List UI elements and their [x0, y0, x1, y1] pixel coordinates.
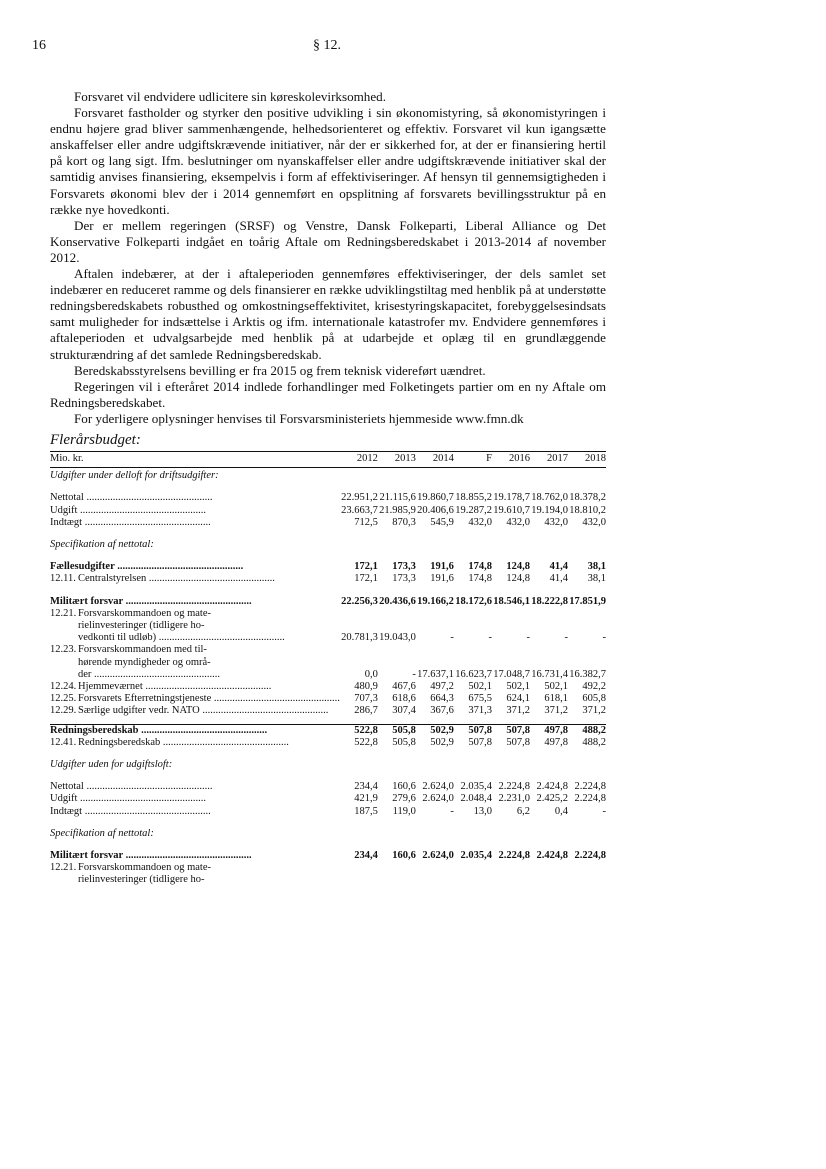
value-cell: 18.762,0	[531, 492, 568, 504]
paragraph: Der er mellem regeringen (SRSF) og Venstre, Dansk Folkeparti, Liberal Alliance og Det Konservative Folkeparti indgået en toårig Aftale om Redningsberedskabet i 2013-2014 af november 2012.	[50, 217, 606, 265]
value-cell: 22.951,2	[341, 492, 378, 504]
value-cell: 18.378,2	[569, 492, 606, 504]
value-cell: -	[602, 632, 606, 644]
value-cell: -	[450, 632, 454, 644]
paragraph: Aftalen indebærer, at der i aftaleperioden gennemføres effektiviseringer, der dels samlet set indebærer en reduceret ramme og dels finansierer en række udviklingstiltag med henblik på at understøtte redningsberedskabets robusthed og omkostningseffektivitet, krisestyringskapacitet, forebyggelsesindsats samt muligheder for indsættelse i Arktis og ifm. internationale katastrofer mv. Endvidere gennemføres i aftaleperioden et udvalgsarbejde med henblik på at udarbejde et oplæg til en grundlæggende strukturændring af det samlede Redningsberedskab.	[50, 266, 606, 362]
value-cell: 307,4	[392, 705, 416, 717]
spec-heading: Specifikation af nettotal:	[50, 827, 154, 839]
value-cell: 545,9	[430, 516, 454, 528]
row-label-cell	[50, 492, 340, 504]
row-label: Centralstyrelsen .....	[78, 573, 275, 584]
value-cell: 23.663,7	[341, 504, 378, 516]
value-cell: 2.424,8	[536, 850, 568, 862]
value-cell: 234,4	[354, 850, 378, 862]
group-label-cell	[50, 561, 340, 573]
value-cell: 522,8	[354, 736, 378, 748]
unit-label: Mio. kr.	[50, 453, 84, 464]
value-cell: 38,1	[587, 561, 606, 573]
value-cell: 173,3	[392, 561, 416, 573]
row-label-cell	[50, 681, 340, 693]
value-cell: 119,0	[392, 805, 416, 817]
value-cell: 19.194,0	[531, 504, 568, 516]
row-label: der .....	[78, 669, 220, 680]
value-cell: 664,3	[430, 693, 454, 705]
account-code: 12.21.	[50, 862, 77, 874]
table-row	[50, 793, 606, 805]
table-row	[50, 505, 606, 517]
value-cell: 522,8	[340, 724, 378, 737]
value-cell: 507,8	[492, 724, 530, 737]
section-heading: Udgifter uden for udgiftsloft:	[50, 759, 173, 771]
table-row	[50, 632, 606, 644]
value-cell: 191,6	[430, 573, 454, 585]
row-label-cell	[50, 705, 340, 717]
row-label-cell	[50, 657, 606, 669]
value-cell: 502,9	[416, 724, 454, 737]
account-code: 12.24.	[50, 681, 77, 693]
table-row	[50, 806, 606, 818]
account-code: 12.29.	[50, 705, 77, 717]
table-row	[50, 492, 606, 504]
row-label: Militært forsvar .....	[50, 596, 252, 607]
value-cell: 124,8	[506, 561, 530, 573]
section-heading-row	[50, 468, 606, 483]
value-cell: 20.436,6	[379, 595, 416, 607]
value-cell: 18.222,8	[531, 595, 568, 607]
row-label-cell	[50, 608, 606, 620]
value-cell: 21.115,6	[379, 492, 416, 504]
spec-heading: Specifikation af nettotal:	[50, 539, 154, 551]
year-header: F	[486, 453, 492, 464]
row-label: vedkonti til udløb) .....	[78, 632, 285, 643]
value-cell: 41,4	[549, 573, 568, 585]
value-cell: 367,6	[430, 705, 454, 717]
value-cell: 19.860,7	[417, 492, 454, 504]
value-cell: 2.224,8	[574, 781, 606, 793]
value-cell: 19.178,7	[493, 492, 530, 504]
value-cell: 2.425,2	[536, 793, 568, 805]
value-cell: -	[488, 632, 492, 644]
row-label-cell	[50, 669, 340, 681]
value-cell: 488,2	[568, 724, 606, 737]
row-label: Nettotal .....	[50, 492, 212, 503]
value-cell: 507,8	[454, 724, 492, 737]
row-label-cell	[50, 693, 340, 705]
table-row	[50, 862, 606, 874]
table-row	[50, 573, 606, 585]
value-cell: 2.224,8	[574, 793, 606, 805]
paragraph: For yderligere oplysninger henvises til Forsvarsministeriets hjemmeside www.fmn.dk	[74, 410, 524, 426]
row-label: rielinvesteringer (tidligere ho-	[78, 874, 205, 886]
value-cell: 38,1	[587, 573, 606, 585]
value-cell: 234,4	[354, 781, 378, 793]
row-label-cell	[50, 505, 340, 517]
table-row	[50, 608, 606, 620]
value-cell: 371,2	[544, 705, 568, 717]
value-cell: 172,1	[354, 573, 378, 585]
value-cell: 286,7	[354, 705, 378, 717]
value-cell: 22.256,3	[341, 595, 378, 607]
table-row	[50, 693, 606, 705]
value-cell: 160,6	[392, 781, 416, 793]
row-label: Forsvarets Efterretningstjeneste .....	[78, 693, 340, 704]
value-cell: 432,0	[582, 516, 606, 528]
row-label-cell	[50, 793, 340, 805]
table-row	[50, 669, 606, 681]
value-cell: 17.851,9	[569, 595, 606, 607]
value-cell: 624,1	[506, 693, 530, 705]
paragraph: Beredskabsstyrelsens bevilling er fra 2015 og frem teknisk videreført uændret.	[74, 362, 486, 378]
year-header: 2014	[432, 453, 454, 464]
value-cell: 618,1	[544, 693, 568, 705]
row-label-cell	[50, 517, 340, 529]
account-code: 12.21.	[50, 607, 77, 619]
value-cell: 173,3	[392, 573, 416, 585]
value-cell: 497,8	[530, 724, 568, 737]
value-cell: 18.810,2	[569, 504, 606, 516]
value-cell: 17.048,7	[493, 668, 530, 680]
row-label: Forsvarskommandoen med til-	[78, 644, 207, 656]
row-label-cell	[50, 632, 340, 644]
value-cell: 371,2	[582, 705, 606, 717]
group-label-cell	[50, 850, 340, 862]
paragraph: Regeringen vil i efteråret 2014 indlede forhandlinger med Folketingets partier om en ny Aftale om Redningsberedskabet.	[50, 378, 606, 410]
table-row	[50, 781, 606, 793]
value-cell: 6,2	[516, 805, 530, 817]
row-label: Fællesudgifter .....	[50, 561, 243, 572]
budget-table	[50, 452, 606, 887]
table-row	[50, 596, 606, 608]
row-label-cell	[50, 874, 606, 886]
section-heading: § 12.	[313, 38, 341, 53]
value-cell: 21.985,9	[379, 504, 416, 516]
group-label-cell	[50, 724, 340, 737]
year-header: 2012	[356, 453, 378, 464]
value-cell: 467,6	[392, 681, 416, 693]
value-cell: 2.624,0	[422, 781, 454, 793]
value-cell: 19.610,7	[493, 504, 530, 516]
table-row	[50, 657, 606, 669]
value-cell: 507,8	[468, 736, 492, 748]
row-label: Nettotal .....	[50, 781, 212, 792]
value-cell: -	[602, 805, 606, 817]
value-cell: 13,0	[473, 805, 492, 817]
row-label: Indtægt .....	[50, 806, 211, 817]
value-cell: 172,1	[354, 561, 378, 573]
value-cell: 19.043,0	[379, 632, 416, 644]
row-label: Redningsberedskab .....	[50, 725, 267, 736]
value-cell: 421,9	[354, 793, 378, 805]
table-row	[50, 561, 606, 573]
year-header: 2013	[394, 453, 416, 464]
value-cell: 675,5	[468, 693, 492, 705]
row-label: Indtægt .....	[50, 517, 211, 528]
table-row	[50, 724, 606, 737]
row-label-cell	[50, 644, 606, 656]
value-cell: 707,3	[354, 693, 378, 705]
value-cell: 497,8	[544, 736, 568, 748]
row-label: rielinvesteringer (tidligere ho-	[78, 620, 205, 632]
value-cell: 124,8	[506, 573, 530, 585]
value-cell: 19.287,2	[455, 504, 492, 516]
account-code: 12.11.	[50, 573, 76, 585]
row-label: Særlige udgifter vedr. NATO .....	[78, 705, 328, 716]
row-label: Forsvarskommandoen og mate-	[78, 607, 211, 619]
section-heading-row	[50, 759, 606, 771]
row-label: Udgift .....	[50, 793, 206, 804]
table-row	[50, 644, 606, 656]
value-cell: 2.224,8	[498, 781, 530, 793]
value-cell: 2.224,8	[498, 850, 530, 862]
value-cell: 492,2	[582, 681, 606, 693]
row-label-cell	[50, 573, 340, 585]
spec-heading-row	[50, 828, 606, 840]
value-cell: 16.731,4	[531, 668, 568, 680]
group-label-cell	[50, 596, 340, 608]
value-cell: 2.048,4	[460, 793, 492, 805]
value-cell: 2.624,0	[422, 850, 454, 862]
value-cell: -	[564, 632, 568, 644]
value-cell: 20.781,3	[341, 632, 378, 644]
paragraph: Forsvaret vil endvidere udlicitere sin køreskolevirksomhed.	[74, 89, 386, 104]
value-cell: 191,6	[430, 561, 454, 573]
table-row	[50, 850, 606, 862]
table-row	[50, 737, 606, 749]
value-cell: -	[526, 632, 530, 644]
row-label-cell	[50, 620, 606, 632]
table-row	[50, 705, 606, 717]
value-cell: 870,3	[392, 516, 416, 528]
row-label-cell	[50, 737, 340, 749]
table-header-row	[50, 452, 606, 468]
value-cell: 712,5	[354, 516, 378, 528]
value-cell: -	[450, 805, 454, 817]
value-cell: 18.172,6	[455, 595, 492, 607]
spec-heading-row	[50, 539, 606, 551]
year-header: 2017	[546, 453, 568, 464]
body-text	[50, 89, 606, 427]
value-cell: 0,4	[554, 805, 568, 817]
value-cell: 502,1	[544, 681, 568, 693]
value-cell: 432,0	[544, 516, 568, 528]
page-number: 16	[32, 38, 46, 53]
value-cell: 18.546,1	[493, 595, 530, 607]
row-label-cell	[50, 806, 340, 818]
value-cell: 618,6	[392, 693, 416, 705]
value-cell: -	[412, 668, 416, 680]
value-cell: 497,2	[430, 681, 454, 693]
value-cell: 502,1	[468, 681, 492, 693]
row-label-cell	[50, 862, 606, 874]
value-cell: 502,1	[506, 681, 530, 693]
value-cell: 174,8	[468, 573, 492, 585]
value-cell: 371,2	[506, 705, 530, 717]
table-row	[50, 517, 606, 529]
value-cell: 480,9	[354, 681, 378, 693]
row-label: Redningsberedskab .....	[78, 737, 289, 748]
value-cell: 371,3	[468, 705, 492, 717]
row-label: Udgift .....	[50, 505, 206, 516]
value-cell: 187,5	[354, 805, 378, 817]
year-header: 2018	[585, 453, 606, 464]
value-cell: 505,8	[392, 736, 416, 748]
value-cell: 432,0	[506, 516, 530, 528]
row-label: Hjemmeværnet .....	[78, 681, 271, 692]
value-cell: 605,8	[582, 693, 606, 705]
table-row	[50, 620, 606, 632]
value-cell: 2.424,8	[536, 781, 568, 793]
value-cell: 505,8	[378, 724, 416, 737]
value-cell: 174,8	[468, 561, 492, 573]
value-cell: 488,2	[582, 736, 606, 748]
table-row	[50, 874, 606, 886]
year-header: 2016	[508, 453, 530, 464]
value-cell: 17.637,1	[417, 668, 454, 680]
value-cell: 2.224,8	[574, 850, 606, 862]
value-cell: 20.406,6	[417, 504, 454, 516]
value-cell: 2.231,0	[498, 793, 530, 805]
value-cell: 16.382,7	[569, 668, 606, 680]
paragraph: Forsvaret fastholder og styrker den positive udvikling i sin økonomistyring, så økonomistyringen i endnu højere grad bliver sammenhængende, helhedsorienteret og effektiv. Forsvaret vil kun igangsætte anskaffelser eller andre udgiftskrævende initiativer, når der er sikkerhed for, at der er finansiering hertil på kort og lang sigt. Ifm. beslutninger om nyanskaffelser eller andre udgiftskrævende initiativer skal der samtidig anvises finansiering, eksempelvis i form af effektiviseringer. Af hensyn til gennemsigtigheden i Forsvarets økonomi blev der i 2014 gennemført en opsplitning af forsvarets bevillingsstruktur på en række nye hovedkonti.	[50, 105, 606, 217]
value-cell: 2.624,0	[422, 793, 454, 805]
section-heading: Udgifter under delloft for driftsudgifter:	[50, 468, 606, 483]
row-label-cell	[50, 781, 340, 793]
account-code: 12.23.	[50, 644, 77, 656]
value-cell: 502,9	[430, 736, 454, 748]
value-cell: 507,8	[506, 736, 530, 748]
account-code: 12.41.	[50, 736, 77, 748]
row-label: Militært forsvar .....	[50, 850, 252, 861]
value-cell: 16.623,7	[455, 668, 492, 680]
value-cell: 432,0	[468, 516, 492, 528]
value-cell: 2.035,4	[460, 781, 492, 793]
table-row	[50, 681, 606, 693]
row-label: Forsvarskommandoen og mate-	[78, 862, 211, 874]
value-cell: 41,4	[549, 561, 568, 573]
value-cell: 279,6	[392, 793, 416, 805]
value-cell: 2.035,4	[460, 850, 492, 862]
value-cell: 160,6	[392, 850, 416, 862]
row-label: hørende myndigheder og områ-	[78, 656, 211, 668]
value-cell: 19.166,2	[417, 595, 454, 607]
value-cell: 0,0	[364, 668, 378, 680]
account-code: 12.25.	[50, 693, 77, 705]
budget-title: Flerårsbudget:	[50, 432, 141, 448]
value-cell: 18.855,2	[455, 492, 492, 504]
